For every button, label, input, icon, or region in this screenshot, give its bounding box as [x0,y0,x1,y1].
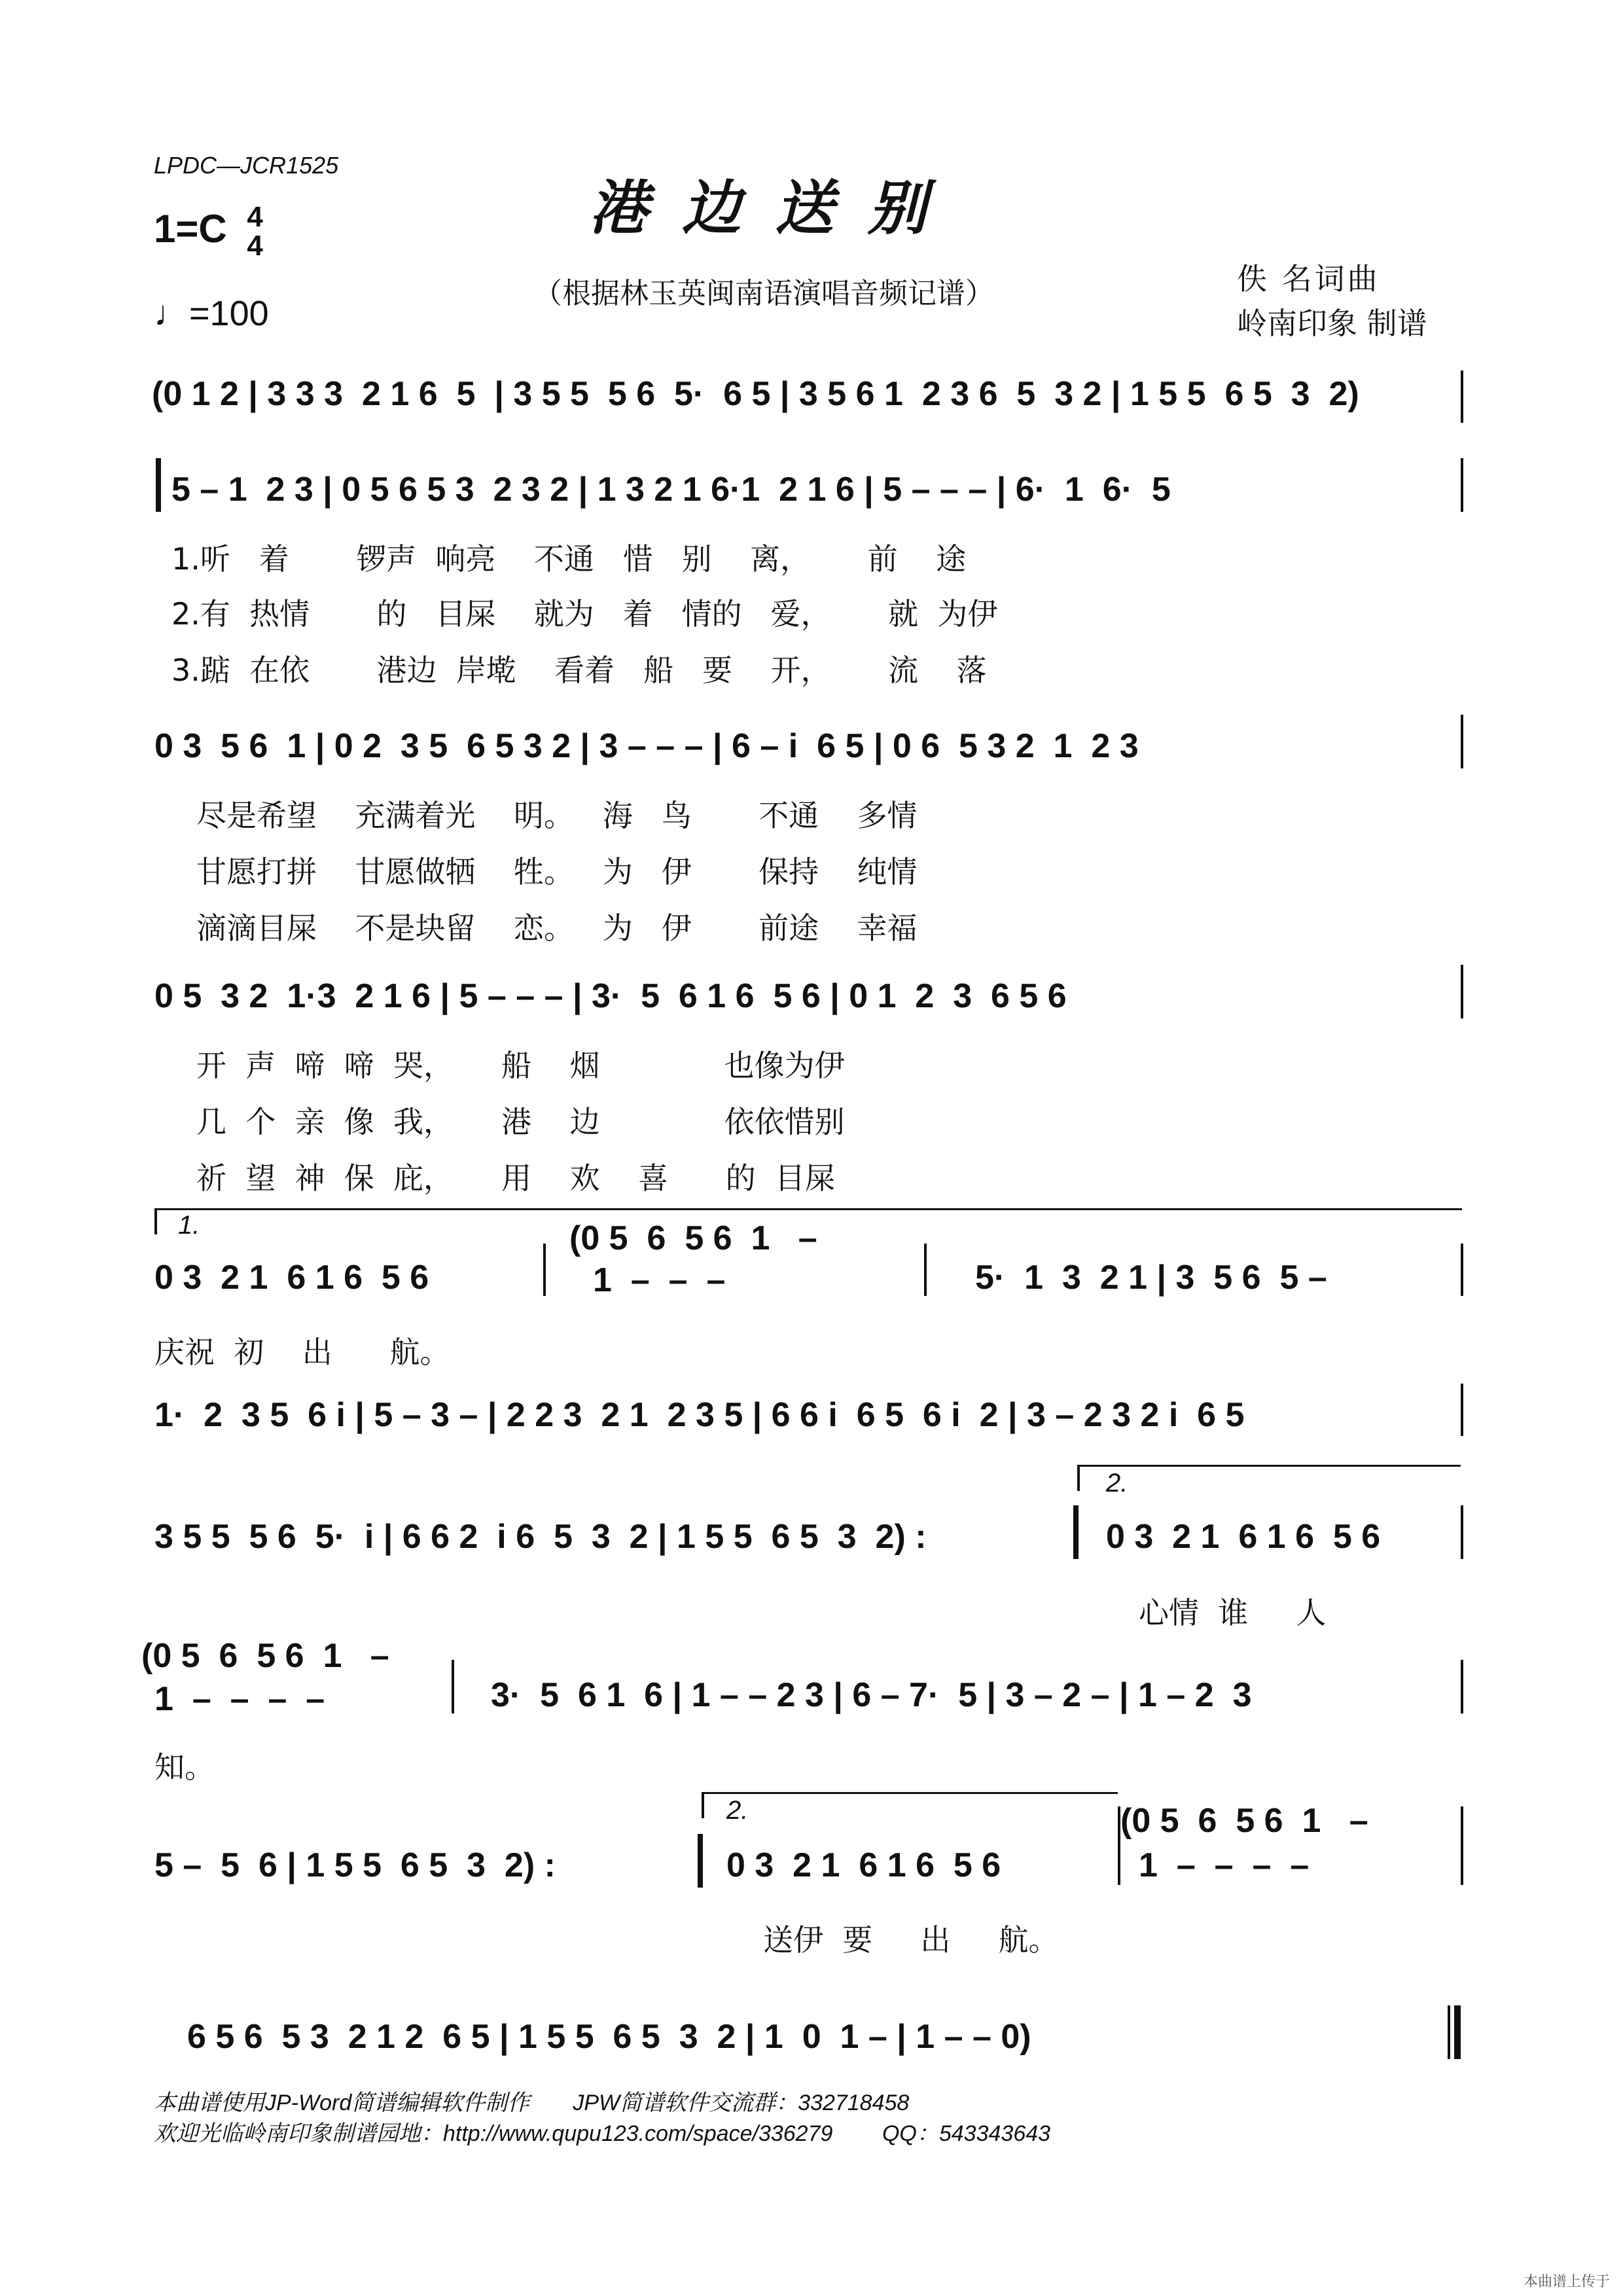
lyric-row-2-verse-1: 1.听 着 锣声 响亮 不通 惜 别 离， 前 途 [171,541,967,577]
notes-row-9-b: 0 3 2 1 6 1 6 5 6 [726,1846,1001,1884]
notes-row-6: 1· 2 3 5 6 i | 5 – 3 – | 2 2 3 2 1 2 3 5 | 6 6 i 6 5 6 i 2 | 3 – 2 3 2 i 6 5 [154,1396,1245,1434]
lyric-row-2-verse-3: 3.踮 在依 港边 岸墘 看着 船 要 开， 流 落 [171,653,987,688]
footer-line-2: 欢迎光临岭南印象制谱园地：http://www.qupu123.com/space/336279 QQ：543343643 [154,2121,1051,2146]
alt-notes-row-5-bottom: 1 – – – [593,1261,726,1299]
lyric-row-3-verse-3: 滴滴目屎 不是块留 恋。 为 伊 前途 幸福 [196,910,918,946]
barline [1461,1244,1463,1296]
credit-arranger: 岭南印象 制谱 [1237,306,1427,341]
notes-row-1: (0 1 2 | 3 3 3 2 1 6 5 | 3 5 5 5 6 5· 6 5 | 3 5 6 1 2 3 6 5 3 2 | 1 5 5 6 5 3 2) [152,375,1359,413]
lyric-row-2-verse-2: 2.有 热情 的 目屎 就为 着 情的 爱， 就 为伊 [171,596,998,632]
notes-row-4: 0 5 3 2 1·3 2 1 6 | 5 – – – | 3· 5 6 1 6 5 6 | 0 1 2 3 6 5 6 [154,977,1067,1015]
notes-row-7: 3 5 5 5 6 5· i | 6 6 2 i 6 5 3 2 | 1 5 5 6 5 3 2) : [154,1518,927,1556]
lyric-row-4-verse-3: 祈 望 神 保 庇， 用 欢 喜 的 目屎 [196,1160,836,1196]
final-barline-thin [1448,2005,1450,2059]
lyric-row-5: 庆祝 初 出 航。 [154,1335,450,1370]
barline [1461,1505,1463,1559]
notes-row-5-b: 5· 1 3 2 1 | 3 5 6 5 – [975,1259,1327,1297]
volta-2: 2. [1106,1469,1128,1498]
alt-notes-row-5-top: (0 5 6 5 6 1 – [569,1219,817,1257]
tempo-value: =100 [189,294,269,333]
lyric-row-3-verse-2: 甘愿打拼 甘愿做牺 牲。 为 伊 保持 纯情 [196,854,918,889]
volta-bracket [154,1208,1462,1210]
key-signature [154,203,263,260]
notes-row-8: 3· 5 6 1 6 | 1 – – 2 3 | 6 – 7· 5 | 3 – 2 – | 1 – 2 3 [491,1676,1252,1714]
lyric-row-8: 知。 [154,1749,215,1785]
time-signature [247,203,262,260]
barline [1461,370,1463,423]
barline [1461,1660,1463,1713]
notes-row-9: 5 – 5 6 | 1 5 5 6 5 3 2) : [154,1846,556,1884]
tempo-mark [154,293,269,334]
volta-bracket-edge [154,1208,157,1234]
lyric-row-7: 心情 谁 人 [1139,1595,1327,1630]
alt-notes-row-9-top: (0 5 6 5 6 1 – [1120,1802,1368,1840]
barline [452,1660,454,1713]
notes-row-3: 0 3 5 6 1 | 0 2 3 5 6 5 3 2 | 3 – – – | 6 – i 6 5 | 0 6 5 3 2 1 2 3 [154,727,1139,765]
barline [1461,1384,1463,1436]
volta-bracket [1077,1465,1461,1467]
subtitle: （根据林玉英闽南语演唱音频记谱） [533,277,994,310]
end-repeat-barline [1073,1505,1079,1559]
footer-line-1: 本曲谱使用JP-Word简谱编辑软件制作 JPW简谱软件交流群：332718458 [154,2090,910,2115]
lyric-row-4-verse-1: 开 声 啼 啼 哭， 船 烟 也像为伊 [196,1048,845,1083]
lyric-row-4-verse-2: 几 个 亲 像 我， 港 边 依依惜别 [196,1104,845,1139]
notes-row-7-b: 0 3 2 1 6 1 6 5 6 [1106,1518,1381,1556]
barline [1461,458,1463,512]
volta-bracket [702,1792,1118,1794]
time-top: 4 [247,201,263,233]
alt-notes-row-8-bottom: 1 – – – – [154,1680,325,1718]
credit-lyrics-music: 佚 名词曲 [1237,261,1380,296]
key-label: 1=C [154,206,227,251]
score-code: LPDC—JCR1525 [154,152,339,179]
volta-bracket-edge [702,1792,704,1818]
quarter-note-icon: ♩ [154,294,189,333]
barline [1461,965,1463,1018]
barline [1461,715,1463,768]
volta-1: 1. [178,1211,200,1240]
lyric-row-9: 送伊 要 出 航。 [763,1922,1059,1958]
song-title: 港边送别 [589,173,961,243]
barline [543,1244,546,1296]
volta-bracket-edge [1077,1465,1080,1491]
final-barline-thick [1454,2005,1461,2059]
repeat-barline [156,458,161,512]
notes-row-10: 6 5 6 5 3 2 1 2 6 5 | 1 5 5 6 5 3 2 | 1 0 1 – | 1 – – 0) [187,2018,1031,2056]
alt-notes-row-8-top: (0 5 6 5 6 1 – [141,1637,389,1675]
volta-2: 2. [726,1796,749,1825]
notes-row-5: 0 3 2 1 6 1 6 5 6 [154,1259,429,1297]
lyric-row-3-verse-1: 尽是希望 充满着光 明。 海 鸟 不通 多情 [196,798,918,833]
notes-row-2: 5 – 1 2 3 | 0 5 6 5 3 2 3 2 | 1 3 2 1 6·1 2 1 6 | 5 – – – | 6· 1 6· 5 [171,471,1171,509]
upload-watermark: 本曲谱上传于 [1523,2274,1610,2290]
alt-notes-row-9-bottom: 1 – – – – [1139,1846,1310,1884]
end-repeat-barline [698,1834,703,1888]
barline [924,1244,927,1296]
barline [1461,1806,1463,1885]
time-bottom: 4 [247,230,263,262]
